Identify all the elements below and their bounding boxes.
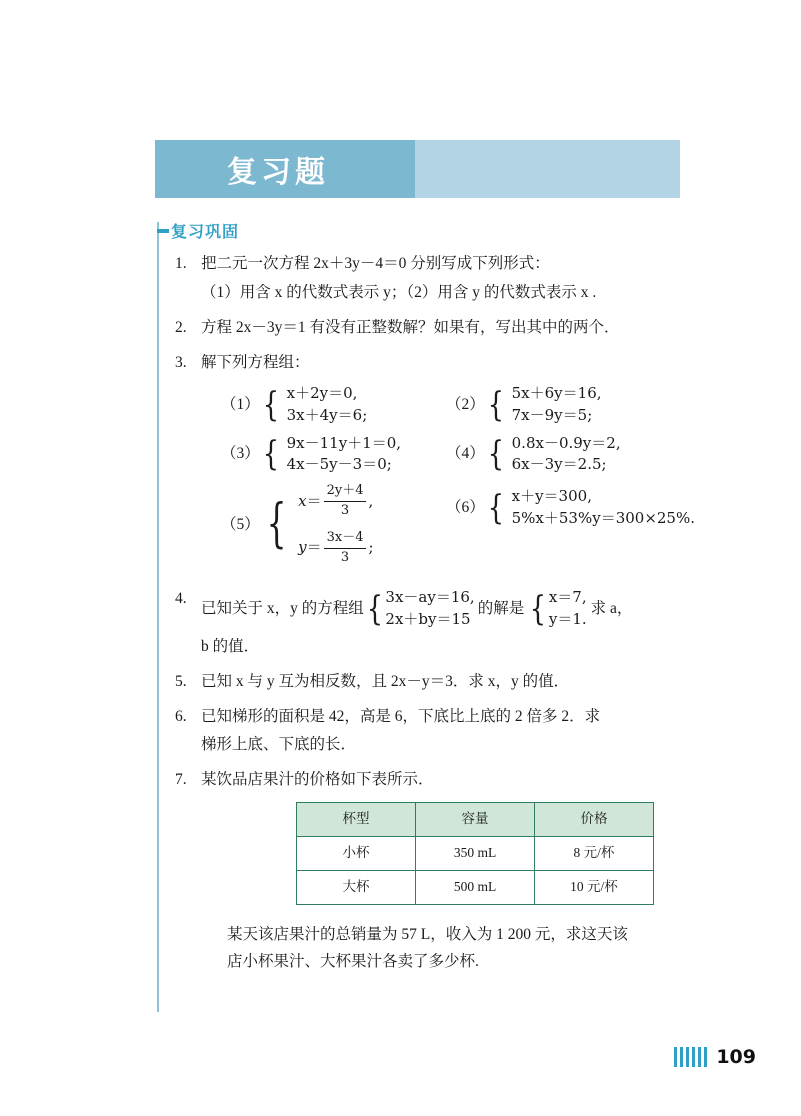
system-5-eq1: x ＝ $\frac{2y+4}{3}$ , [298,482,373,521]
fraction-1-denominator: 3 [340,502,350,518]
section-dash-icon [157,229,169,233]
question-1-line2: （1）用含 x 的代数式表示 y；（2）用含 y 的代数式表示 x . [201,284,597,302]
system-4-eq2: 6x－3y＝2.5; [511,455,607,474]
question-4-line2: b 的值． [201,637,260,655]
brace-icon: { [262,384,279,425]
question-7-after-line2: 店小杯果汁、大杯果汁各卖了多少杯. [227,952,479,970]
system-3-label: （3） [221,445,260,463]
question-4-tail: 求 a， [590,600,633,618]
table-row [297,870,654,904]
fraction-2-denominator: 3 [340,549,350,565]
brace-icon: { [487,487,504,528]
question-4-sol1: x＝7, [548,588,587,607]
row-1-cup-type: 小杯 [297,836,416,870]
price-table [296,802,654,905]
system-2-eq1: 5x＋6y＝16, [511,384,602,403]
table-header-price: 价格 [535,803,654,837]
row-2-price: 10 元/杯 [535,870,654,904]
system-2 [446,383,602,427]
page-footer [674,1046,756,1068]
system-4 [446,433,621,477]
question-3-text: 解下列方程组： [201,354,310,372]
question-3 [175,351,695,573]
question-6 [175,705,695,757]
brace-icon: { [487,434,504,475]
fraction-1 [324,482,367,521]
system-1-eq2: 3x＋4y＝6; [286,405,368,424]
table-row [297,836,654,870]
row-1-capacity: 350 mL [416,836,535,870]
question-7-after-line1: 某天该店果汁的总销量为 57 L，收入为 1 200 元，求这天该 [227,925,628,943]
system-3 [221,433,436,477]
question-3-row-2 [221,433,695,477]
system-5-label: （5） [221,515,260,533]
question-7-text: 某饮品店果汁的价格如下表所示． [201,771,434,788]
brace-icon: { [262,434,279,475]
row-2-capacity: 500 mL [416,870,535,904]
question-1 [175,252,695,305]
questions-container [175,252,695,986]
question-3-number: 3. [175,354,187,372]
system-5 [221,482,436,567]
page-title: 复习题 [227,155,329,190]
page-number: 109 [716,1046,756,1068]
question-7-number: 7. [175,771,187,788]
question-4-number: 4. [175,590,187,608]
brace-icon: { [487,384,504,425]
system-2-eq2: 7x－9y＝5; [511,405,593,424]
question-7 [175,768,695,975]
question-2 [175,316,695,340]
system-4-label: （4） [446,445,485,463]
question-4-sol2: y＝1. [548,610,587,629]
section-header-label: 复习巩固 [171,222,240,241]
question-4-eq2: 2x＋by＝15 [385,610,471,629]
system-1-eq1: x＋2y＝0, [286,384,358,403]
fraction-1-numerator: 2y＋4 [326,483,364,499]
fraction-2-numerator: 3x－4 [326,529,364,545]
banner-left-block [155,140,415,198]
table-header-row [297,803,654,837]
brace-icon: { [266,494,287,555]
system-3-eq2: 4x－5y－3＝0; [286,455,392,474]
question-2-text: 方程 2x－3y＝1 有没有正整数解？如果有，写出其中的两个． [201,319,620,337]
question-4-mid: 的解是 [477,600,525,618]
question-5-text: 已知 x 与 y 互为相反数，且 2x－y＝3．求 x，y 的值． [201,672,570,690]
question-5 [175,670,695,694]
table-header-cup-type: 杯型 [297,803,416,837]
brace-icon: { [366,589,383,630]
question-1-number: 1. [175,255,187,272]
question-6-number: 6. [175,707,187,725]
question-4 [175,587,695,659]
question-6-line2: 梯形上底、下底的长． [201,735,357,753]
system-3-eq1: 9x－11y＋1＝0, [286,433,402,452]
banner-right-block [415,140,680,198]
row-1-price: 8 元/杯 [535,836,654,870]
brace-icon: { [529,589,547,630]
page-banner [155,140,680,198]
system-1-label: （1） [221,395,260,413]
left-vertical-rule [157,222,159,1012]
section-header [157,219,239,242]
question-3-row-1 [221,383,695,427]
system-6-eq1: x＋y＝300, [511,487,592,506]
system-6-eq2: 5%x＋53%y＝300×25%. [511,508,696,527]
question-5-number: 5. [175,672,187,690]
row-2-cup-type: 大杯 [297,870,416,904]
question-1-line1: 把二元一次方程 2x＋3y－4＝0 分别写成下列形式： [201,255,550,272]
question-4-pre: 已知关于 x，y 的方程组 [201,600,364,618]
footer-stripe-icon [674,1047,708,1067]
question-4-eq1: 3x－ay＝16, [385,588,475,607]
question-3-row-3 [221,482,695,567]
system-5-eq2: y ＝ $\frac{3x-4}{3}$ ; [298,529,373,568]
system-1 [221,383,436,427]
system-6 [446,486,695,530]
fraction-2 [324,529,367,568]
table-header-capacity: 容量 [416,803,535,837]
question-2-number: 2. [175,319,187,337]
system-2-label: （2） [446,395,485,413]
system-6-label: （6） [445,498,485,516]
question-6-line1: 已知梯形的面积是 42，高是 6，下底比上底的 2 倍多 2．求 [201,707,601,725]
system-4-eq1: 0.8x－0.9y＝2, [511,433,621,452]
